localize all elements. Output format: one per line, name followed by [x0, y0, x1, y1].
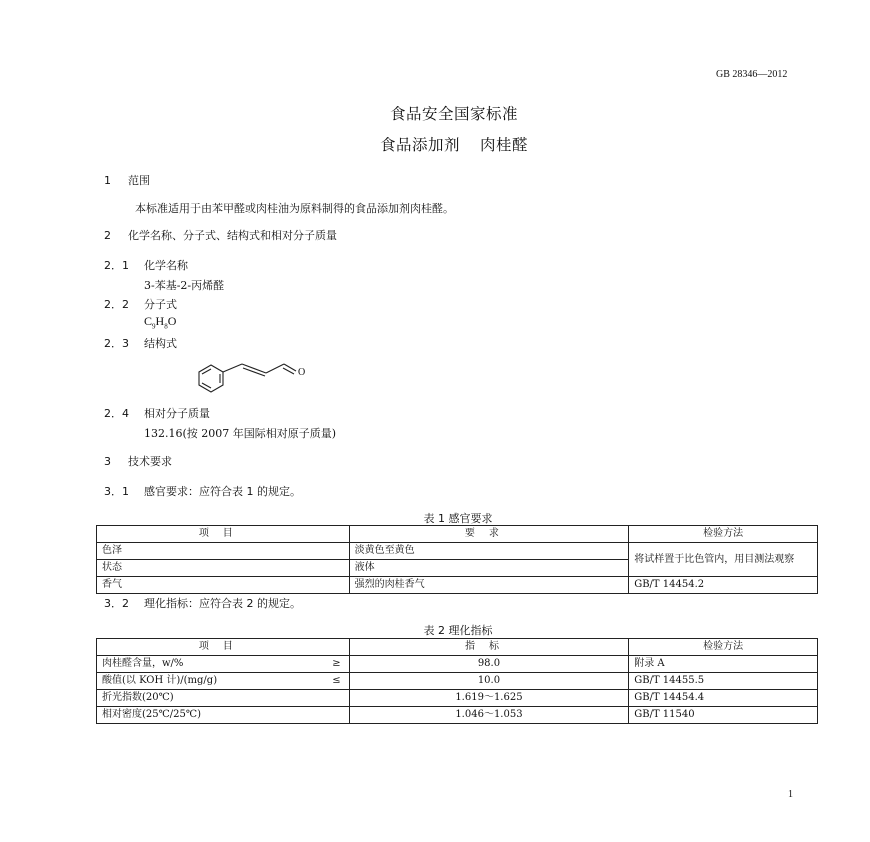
- table-row: [97, 707, 818, 724]
- structural-formula-diagram: [196, 358, 326, 398]
- item-label: 折光指数(20℃): [102, 692, 174, 703]
- section-title: 范围: [128, 174, 150, 187]
- table-header-cell: 指标: [349, 639, 629, 656]
- comparison-symbol: ≥: [332, 658, 341, 669]
- table-cell-method-merged: 将试样置于比色管内，用目测法观察: [629, 543, 818, 577]
- table-cell-method: GB/T 11540: [629, 707, 818, 724]
- subtitle-product: 肉桂醛: [480, 136, 529, 154]
- section-title: 结构式: [144, 337, 177, 350]
- oxygen-atom-label: O: [298, 367, 306, 378]
- table-header-row: [97, 639, 818, 656]
- table-header-cell: 项目: [97, 526, 350, 543]
- table-cell-item: 色泽: [97, 543, 350, 560]
- item-label: 相对密度(25℃/25℃): [102, 709, 201, 720]
- section-1-heading: [104, 172, 150, 188]
- standard-code: GB 28346—2012: [716, 69, 788, 80]
- item-label: 酸值(以 KOH 计)/(mg/g): [102, 675, 218, 686]
- table-cell-value: 98.0: [349, 656, 629, 673]
- scope-text: 本标准适用于由苯甲醛或肉桂油为原料制得的食品添加剂肉桂醛。: [135, 202, 454, 215]
- section-3-1-heading: [104, 483, 301, 499]
- section-2-3-heading: [104, 335, 177, 351]
- table-cell-value: 1.046～1.053: [349, 707, 629, 724]
- formula-h: H: [155, 314, 165, 328]
- table-row: [97, 543, 818, 560]
- chain-bond-1: [223, 364, 242, 372]
- section-number: 2．2: [104, 298, 129, 311]
- table-cell-value: 1.619～1.625: [349, 690, 629, 707]
- chain-bond-3: [266, 364, 284, 373]
- section-title: 化学名称、分子式、结构式和相对分子质量: [128, 229, 337, 242]
- section-title: 化学名称: [144, 259, 188, 272]
- table-cell-method: 附录 A: [629, 656, 818, 673]
- molecular-formula: [144, 314, 176, 330]
- table-2-physicochemical: [96, 638, 818, 724]
- table-cell-method: GB/T 14454.2: [629, 577, 818, 594]
- formula-o: O: [167, 314, 177, 328]
- table-cell-item: 香气: [97, 577, 350, 594]
- section-title: 相对分子质量: [144, 407, 210, 420]
- section-title: 分子式: [144, 298, 177, 311]
- section-title: 技术要求: [128, 455, 172, 468]
- table-cell-item: [97, 690, 350, 707]
- section-number: 2．1: [104, 259, 129, 272]
- formula-c: C: [144, 314, 153, 328]
- item-label: 肉桂醛含量，w/%: [102, 658, 184, 669]
- section-number: 1: [104, 174, 111, 187]
- section-2-1-heading: [104, 257, 188, 273]
- molecular-mass: 132.16(按 2007 年国际相对原子质量): [144, 427, 337, 440]
- page-number: 1: [788, 789, 793, 800]
- section-number: 3．2: [104, 597, 129, 610]
- section-2-2-heading: [104, 296, 177, 312]
- table-header-cell: 要求: [349, 526, 629, 543]
- section-number: 2．3: [104, 337, 129, 350]
- table-cell-method: GB/T 14454.4: [629, 690, 818, 707]
- table-row: [97, 577, 818, 594]
- section-number: 3: [104, 455, 111, 468]
- section-2-4-heading: [104, 405, 210, 421]
- chain-double-bond: [243, 368, 265, 376]
- table-1-sensory: [96, 525, 818, 594]
- table-cell-method: GB/T 14455.5: [629, 673, 818, 690]
- section-number: 3．1: [104, 485, 129, 498]
- section-3-2-heading: [104, 595, 301, 611]
- table-cell-item: [97, 707, 350, 724]
- table-cell-requirement: 强烈的肉桂香气: [349, 577, 629, 594]
- table-cell-requirement: 液体: [349, 560, 629, 577]
- formula-h-count: 8: [164, 322, 168, 331]
- table-cell-item: [97, 656, 350, 673]
- table-row: [97, 690, 818, 707]
- document-title: 食品安全国家标准: [389, 105, 518, 123]
- table-header-cell: 项目: [97, 639, 350, 656]
- chemical-name: 3-苯基-2-丙烯醛: [144, 279, 225, 292]
- table-header-cell: 检验方法: [629, 526, 818, 543]
- table-cell-item: 状态: [97, 560, 350, 577]
- section-3-heading: [104, 453, 172, 469]
- table-row: [97, 656, 818, 673]
- table-cell-requirement: 淡黄色至黄色: [349, 543, 629, 560]
- section-title: 感官要求：应符合表 1 的规定。: [144, 485, 301, 498]
- table-header-cell: 检验方法: [629, 639, 818, 656]
- section-number: 2: [104, 229, 111, 242]
- document-subtitle: [0, 133, 870, 155]
- table-2-caption: 表 2 理化指标: [423, 624, 493, 637]
- table-header-row: [97, 526, 818, 543]
- section-2-heading: [104, 227, 337, 243]
- table-row: [97, 673, 818, 690]
- table-1-caption: 表 1 感官要求: [423, 512, 493, 525]
- table-cell-value: 10.0: [349, 673, 629, 690]
- section-title: 理化指标：应符合表 2 的规定。: [144, 597, 301, 610]
- comparison-symbol: ≤: [332, 675, 341, 686]
- table-cell-item: [97, 673, 350, 690]
- formula-c-count: 9: [152, 322, 156, 331]
- section-number: 2．4: [104, 407, 129, 420]
- subtitle-category: 食品添加剂: [379, 136, 460, 154]
